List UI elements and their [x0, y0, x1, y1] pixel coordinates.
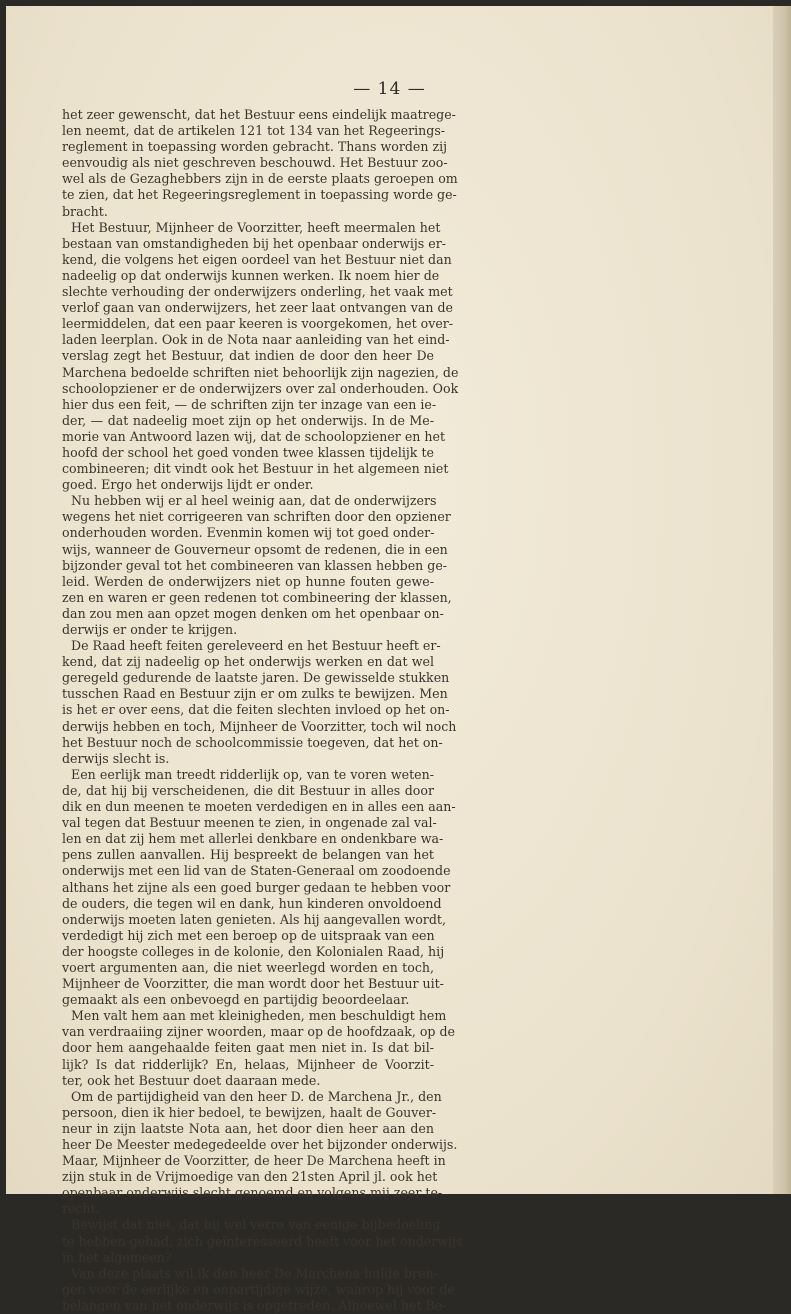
text-line: reglement in toepassing worden gebracht. Thans worden zij [62, 139, 448, 155]
text-line: derwijs er onder te krijgen. [62, 622, 238, 637]
text-line: het Bestuur noch de schoolcommissie toegeven, dat het on- [62, 734, 443, 750]
text-line: val tegen dat Bestuur meenen te zien, in ongenade zal val- [62, 815, 437, 831]
text-line: ter, ook het Bestuur doet daaraan mede. [62, 1072, 321, 1088]
text-line: Van deze plaats wil ik den heer De Marchena hulde bren- [71, 1265, 438, 1281]
text-line: dan zou men aan opzet mogen denken om het openbaar on- [62, 605, 444, 621]
text-line: Mijnheer de Voorzitter, die man wordt door het Bestuur uit- [62, 976, 444, 992]
text-line: len neemt, dat de artikelen 121 tot 134 van het Regeerings- [62, 123, 446, 139]
text-line: len en dat zij hem met allerlei denkbare en ondenkbare wa- [62, 831, 444, 847]
text-line: te hebben gehad, zich geïnteresseerd heeft voor het onderwijs [62, 1233, 463, 1249]
text-line: wel als de Gezaghebbers zijn in de eerste plaats geroepen om [62, 171, 458, 187]
text-line: zen en waren er geen redenen tot combineering der klassen, [62, 589, 452, 605]
text-line: neur in zijn laatste Nota aan, het door dien heer aan den [62, 1120, 434, 1136]
text-line: nadeelig op dat onderwijs kunnen werken. Ik noem hier de [62, 267, 440, 283]
text-line: persoon, dien ik hier bedoel, te bewijzen, haalt de Gouver- [62, 1104, 437, 1120]
text-line: goed. Ergo het onderwijs lijdt er onder. [62, 477, 314, 493]
text-line: verslag zegt het Bestuur, dat indien de door den heer De [62, 348, 434, 364]
text-line: recht. [62, 1201, 100, 1217]
text-line: onderwijs moeten laten genieten. Als hij aangevallen wordt, [62, 911, 446, 927]
text-line: gemaakt als een onbevoegd en partijdig beoordeelaar. [62, 992, 410, 1008]
text-line: Een eerlijk man treedt ridderlijk op, van te voren weten- [71, 766, 434, 782]
text-line: laden leerplan. Ook in de Nota naar aanleiding van het eind- [62, 332, 450, 348]
text-line: derwijs hebben en toch, Mijnheer de Voorzitter, toch wil noch [62, 718, 457, 734]
text-line: belangen van het onderwijs is opgetreden. Alhoewel het Be- [62, 1297, 447, 1313]
text-line: het zeer gewenscht, dat het Bestuur eens eindelijk maatrege- [62, 107, 456, 122]
text-line: Om de partijdigheid van den heer D. de Marchena Jr., den [71, 1088, 442, 1104]
text-line: verdedigt hij zich met een beroep op de uitspraak van een [62, 927, 435, 943]
text-line: dik en dun meenen te moeten verdedigen en in alles een aan- [62, 799, 456, 815]
text-line: Maar, Mijnheer de Voorzitter, de heer De Marchena heeft in [62, 1153, 446, 1169]
text-line: bracht. [62, 203, 108, 219]
text-line: De Raad heeft feiten gereleveerd en het Bestuur heeft er- [71, 638, 441, 654]
text-line: leermiddelen, dat een paar keeren is voorgekomen, het over- [62, 316, 454, 332]
text-line: althans het zijne als een goed burger gedaan te hebben voor [62, 879, 451, 895]
text-line: slechte verhouding der onderwijzers onderling, het vaak met [62, 284, 453, 300]
text-line: in het algemeen? [62, 1249, 172, 1265]
text-line: wijs, wanneer de Gouverneur opsomt de redenen, die in een [62, 541, 448, 557]
text-line: der hoogste colleges in de kolonie, den Kolonialen Raad, hij [62, 943, 445, 959]
text-line: onderwijs met een lid van de Staten-Generaal om zoodoende [62, 863, 451, 879]
text-line: wegens het niet corrigeeren van schriften door den opziener [62, 509, 451, 525]
text-line: voert argumenten aan, die niet weerlegd worden en toch, [62, 959, 434, 975]
text-line: Bewijst dat niet, dat hij wel verre van eenige bijbedoeling [71, 1217, 441, 1233]
text-line: kend, die volgens het eigen oordeel van het Bestuur niet dan [62, 251, 452, 267]
text-line: is het er over eens, dat die feiten slechten invloed op het on- [62, 702, 450, 718]
text-line: pens zullen aanvallen. Hij bespreekt de belangen van het [62, 847, 434, 863]
body-text [62, 107, 463, 1314]
text-line: eenvoudig als niet geschreven beschouwd. Het Bestuur zoo- [62, 155, 448, 171]
text-line: derwijs slecht is. [62, 750, 170, 766]
text-line: hier dus een feit, — de schriften zijn ter inzage van een ie- [62, 396, 437, 412]
text-line: onderhouden worden. Evenmin komen wij tot goed onder- [62, 525, 435, 541]
text-line: der, — dat nadeelig moet zijn op het onderwijs. In de Me- [62, 412, 434, 428]
page-number: — 14 — [353, 79, 426, 99]
text-line: openbaar onderwijs slecht genoemd en volgens mij zeer te- [62, 1185, 443, 1201]
text-line: te zien, dat het Regeeringsreglement in toepassing worde ge- [62, 187, 457, 203]
text-line: Men valt hem aan met kleinigheden, men beschuldigt hem [71, 1008, 447, 1024]
text-line: bestaan van omstandigheden bij het openbaar onderwijs er- [62, 235, 446, 251]
text-line: morie van Antwoord lazen wij, dat de schoolopziener en het [62, 428, 446, 444]
text-line: gen voor de eerlijke en onpartijdige wijze, waarop hij voor de [62, 1281, 456, 1297]
text-line: geregeld gedurende de laatste jaren. De gewisselde stukken [62, 670, 450, 686]
text-line: door hem aangehaalde feiten gaat men niet in. Is dat bil- [62, 1040, 434, 1056]
text-line: Het Bestuur, Mijnheer de Voorzitter, heeft meermalen het [71, 219, 441, 235]
text-line: schoolopziener er de onderwijzers over zal onderhouden. Ook [62, 380, 459, 396]
text-line: zijn stuk in de Vrijmoedige van den 21sten April jl. ook het [62, 1169, 438, 1185]
text-line: van verdraaiing zijner woorden, maar op de hoofdzaak, op de [62, 1024, 456, 1040]
book-page [6, 6, 773, 1313]
text-line: combineeren; dit vindt ook het Bestuur in het algemeen niet [62, 461, 449, 477]
text-line: Nu hebben wij er al heel weinig aan, dat de onderwijzers [71, 493, 437, 509]
text-line: de ouders, die tegen wil en dank, hun kinderen onvoldoend [62, 895, 442, 911]
text-line: bijzonder geval tot het combineeren van klassen hebben ge- [62, 557, 448, 573]
text-line: heer De Meester medegedeelde over het bijzonder onderwijs. [62, 1137, 458, 1152]
text-line: leid. Werden de onderwijzers niet op hunne fouten gewe- [62, 573, 434, 589]
text-line: kend, dat zij nadeelig op het onderwijs werken en dat wel [62, 654, 434, 670]
text-line: de, dat hij bij verscheidenen, die dit Bestuur in alles door [62, 782, 434, 798]
page-edge [773, 6, 791, 1194]
text-line: verlof gaan van onderwijzers, het zeer laat ontvangen van de [62, 300, 453, 316]
text-line: tusschen Raad en Bestuur zijn er om zulks te bewijzen. Men [62, 686, 448, 702]
text-line: hoofd der school het goed vonden twee klassen tijdelijk te [62, 444, 434, 460]
text-line: Marchena bedoelde schriften niet behoorlijk zijn nagezien, de [62, 364, 459, 380]
text-line: lijk? Is dat ridderlijk? En, helaas, Mijnheer de Voorzit- [62, 1056, 434, 1072]
